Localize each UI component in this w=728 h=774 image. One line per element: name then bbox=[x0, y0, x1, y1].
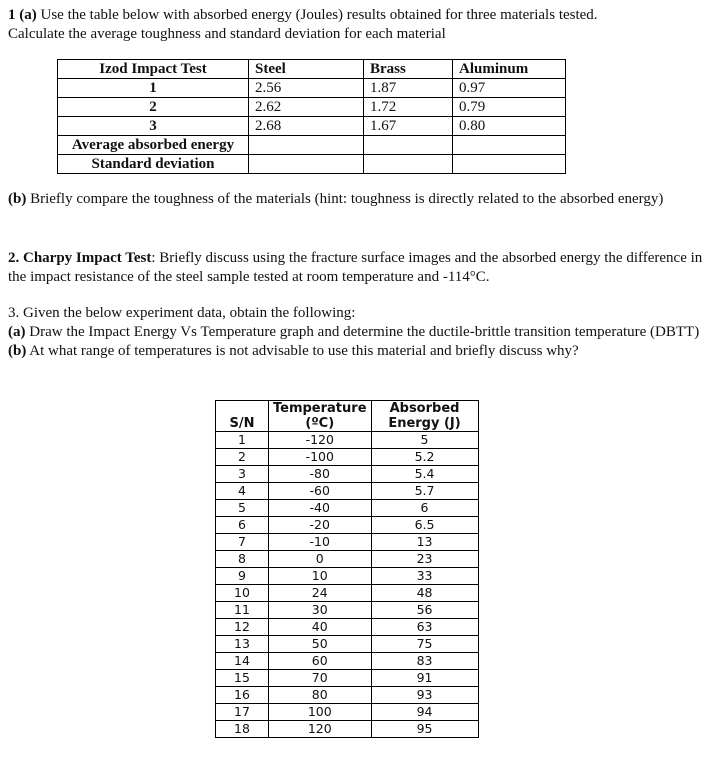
part-label: (a) bbox=[19, 7, 37, 23]
table-cell: 6 bbox=[371, 500, 478, 517]
table-cell bbox=[453, 136, 566, 155]
table-row bbox=[216, 619, 479, 636]
question-text: Draw the Impact Energy Vs Temperature graph and determine the ductile-brittle transition temperature (DBTT) bbox=[25, 324, 700, 340]
table-row bbox=[216, 466, 479, 483]
table-cell bbox=[364, 136, 453, 155]
table-cell: 100 bbox=[269, 704, 372, 721]
question-1b bbox=[8, 190, 720, 209]
header-text: (ºC) bbox=[305, 416, 335, 431]
header-text: Energy (J) bbox=[388, 416, 461, 431]
table-cell bbox=[249, 155, 364, 174]
question-text: Briefly compare the toughness of the materials (hint: toughness is directly related to the absorbed energy) bbox=[26, 191, 664, 207]
table-cell bbox=[249, 136, 364, 155]
table-cell: -100 bbox=[269, 449, 372, 466]
table-cell: 56 bbox=[371, 602, 478, 619]
table-cell: 120 bbox=[269, 721, 372, 738]
column-header bbox=[269, 401, 372, 432]
table-cell: 8 bbox=[216, 551, 269, 568]
table-cell: 4 bbox=[216, 483, 269, 500]
table-cell: 40 bbox=[269, 619, 372, 636]
table-cell: 15 bbox=[216, 670, 269, 687]
table-cell: 48 bbox=[371, 585, 478, 602]
table-row bbox=[58, 136, 566, 155]
table-row bbox=[216, 483, 479, 500]
table-cell: 70 bbox=[269, 670, 372, 687]
question-2 bbox=[8, 249, 720, 287]
table-cell: 5 bbox=[216, 500, 269, 517]
part-label: (a) bbox=[8, 324, 26, 340]
table-cell: 1.67 bbox=[364, 117, 453, 136]
header-text: Absorbed bbox=[389, 401, 460, 416]
table-cell: -20 bbox=[269, 517, 372, 534]
table-row bbox=[58, 98, 566, 117]
table-cell: 0 bbox=[269, 551, 372, 568]
table-cell: 17 bbox=[216, 704, 269, 721]
table-cell: 0.80 bbox=[453, 117, 566, 136]
table-cell: -60 bbox=[269, 483, 372, 500]
table-row bbox=[216, 568, 479, 585]
table-header-row bbox=[216, 401, 479, 432]
column-header: Izod Impact Test bbox=[58, 60, 249, 79]
table-row bbox=[216, 551, 479, 568]
table-cell bbox=[453, 155, 566, 174]
table-cell: 9 bbox=[216, 568, 269, 585]
table-cell: 3 bbox=[58, 117, 249, 136]
std-row-label: Standard deviation bbox=[58, 155, 249, 174]
table-cell: 23 bbox=[371, 551, 478, 568]
table-cell: 14 bbox=[216, 653, 269, 670]
table-cell: 1.87 bbox=[364, 79, 453, 98]
table-cell: 60 bbox=[269, 653, 372, 670]
table-cell: 95 bbox=[371, 721, 478, 738]
table-cell: 6 bbox=[216, 517, 269, 534]
table-cell: 2.62 bbox=[249, 98, 364, 117]
table-cell: 10 bbox=[216, 585, 269, 602]
part-label: (b) bbox=[8, 191, 27, 207]
table-row bbox=[216, 670, 479, 687]
table-header-row bbox=[58, 60, 566, 79]
table-cell: 75 bbox=[371, 636, 478, 653]
table-cell: 13 bbox=[216, 636, 269, 653]
table-cell: -120 bbox=[269, 432, 372, 449]
table-cell: 10 bbox=[269, 568, 372, 585]
table-row bbox=[216, 585, 479, 602]
table-cell: 24 bbox=[269, 585, 372, 602]
question-number: 1 bbox=[8, 7, 16, 23]
question-heading: 2. Charpy Impact Test bbox=[8, 250, 152, 266]
table-cell: 5.2 bbox=[371, 449, 478, 466]
table-cell: 3 bbox=[216, 466, 269, 483]
table-cell: 7 bbox=[216, 534, 269, 551]
header-text: Temperature bbox=[273, 401, 367, 416]
question-text: Calculate the average toughness and standard deviation for each material bbox=[8, 26, 446, 42]
table-cell: 50 bbox=[269, 636, 372, 653]
table-cell: 83 bbox=[371, 653, 478, 670]
table-row bbox=[216, 449, 479, 466]
table-cell: 16 bbox=[216, 687, 269, 704]
table-cell: 2.56 bbox=[249, 79, 364, 98]
table-cell: 30 bbox=[269, 602, 372, 619]
table-row bbox=[216, 721, 479, 738]
table-cell: 13 bbox=[371, 534, 478, 551]
question-text: At what range of temperatures is not advisable to use this material and briefly discuss why? bbox=[26, 343, 579, 359]
table-cell: 5 bbox=[371, 432, 478, 449]
column-header bbox=[371, 401, 478, 432]
table-row bbox=[216, 704, 479, 721]
table-row bbox=[58, 155, 566, 174]
column-header: Steel bbox=[249, 60, 364, 79]
question-3 bbox=[8, 304, 720, 361]
table-cell: 2 bbox=[216, 449, 269, 466]
table-row bbox=[216, 500, 479, 517]
question-1a bbox=[8, 6, 720, 44]
average-row-label: Average absorbed energy bbox=[58, 136, 249, 155]
charpy-data-table bbox=[215, 400, 479, 738]
table-cell: 80 bbox=[269, 687, 372, 704]
table-cell: 1.72 bbox=[364, 98, 453, 117]
table-row bbox=[216, 517, 479, 534]
table-cell: 33 bbox=[371, 568, 478, 585]
table-cell: 6.5 bbox=[371, 517, 478, 534]
column-header: Aluminum bbox=[453, 60, 566, 79]
table-cell bbox=[364, 155, 453, 174]
izod-impact-table bbox=[57, 59, 566, 174]
column-header: Brass bbox=[364, 60, 453, 79]
table-cell: 93 bbox=[371, 687, 478, 704]
table-row bbox=[58, 117, 566, 136]
table-cell: 18 bbox=[216, 721, 269, 738]
table-cell: 0.97 bbox=[453, 79, 566, 98]
table-cell: -40 bbox=[269, 500, 372, 517]
table-row bbox=[216, 636, 479, 653]
table-cell: 0.79 bbox=[453, 98, 566, 117]
table-cell: -10 bbox=[269, 534, 372, 551]
question-intro: 3. Given the below experiment data, obtain the following: bbox=[8, 305, 356, 321]
table-cell: 1 bbox=[58, 79, 249, 98]
table-row bbox=[216, 602, 479, 619]
part-label: (b) bbox=[8, 343, 27, 359]
table-row bbox=[216, 534, 479, 551]
table-cell: 11 bbox=[216, 602, 269, 619]
question-text: Use the table below with absorbed energy (Joules) results obtained for three materials tested. bbox=[36, 7, 598, 23]
table-cell: -80 bbox=[269, 466, 372, 483]
table-cell: 2 bbox=[58, 98, 249, 117]
column-header bbox=[216, 401, 269, 432]
table-row bbox=[58, 79, 566, 98]
table-cell: 2.68 bbox=[249, 117, 364, 136]
question-text: : Briefly discuss using the fracture surface images and the absorbed energy the difference in the impact resistance of the steel sample tested at room temperature and -114°C. bbox=[8, 250, 703, 285]
table-cell: 91 bbox=[371, 670, 478, 687]
table-row bbox=[216, 653, 479, 670]
table-cell: 1 bbox=[216, 432, 269, 449]
table-row bbox=[216, 687, 479, 704]
table-cell: 94 bbox=[371, 704, 478, 721]
table-cell: 63 bbox=[371, 619, 478, 636]
header-text: S/N bbox=[229, 416, 255, 431]
table-row bbox=[216, 432, 479, 449]
table-cell: 5.7 bbox=[371, 483, 478, 500]
table-cell: 5.4 bbox=[371, 466, 478, 483]
table-cell: 12 bbox=[216, 619, 269, 636]
